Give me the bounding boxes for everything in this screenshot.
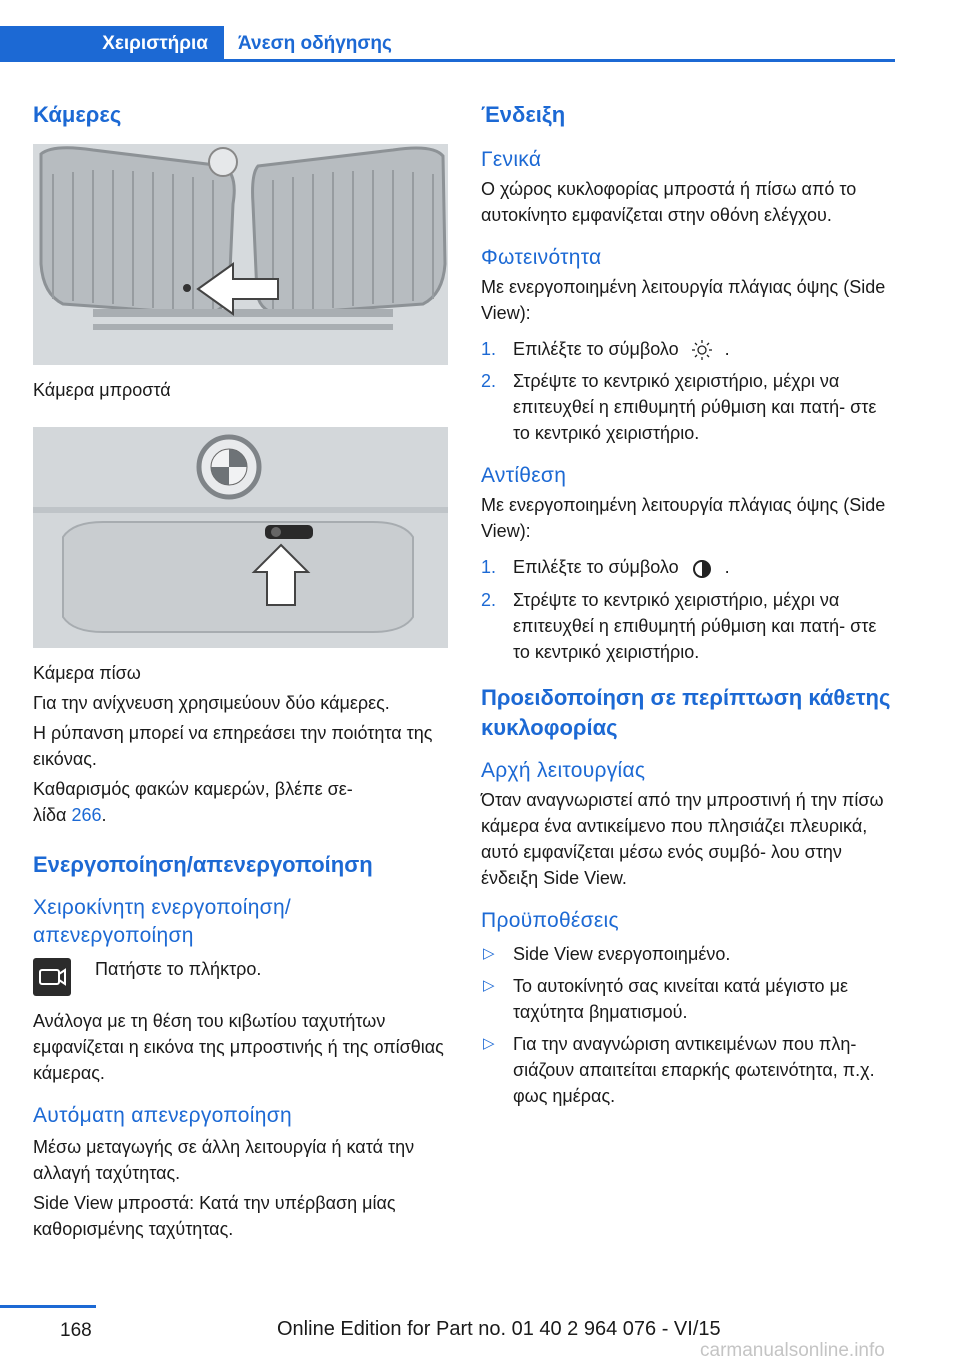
step-text: Στρέψτε το κεντρικό χειριστήριο, μέχρι να επιτευχθεί η επιθυμητή ρύθμιση και πατή- στε το κεντρικό χειριστήριο. [513,589,877,662]
camera-button-row [33,958,448,1006]
section-title-activation: Ενεργοποίηση/απενεργοποίηση [33,852,373,877]
subtitle-principle: Αρχή λειτουργίας [481,758,646,782]
list-item [481,941,896,967]
front-camera-image [33,144,448,365]
paragraph-general: Ο χώρος κυκλοφορίας μπροστά ή πίσω από το αυτοκίνητο εμφανίζεται στην οθόνη ελέγχου. [481,179,857,225]
rear-tailgate-illustration [33,427,448,648]
list-item-text: Για την αναγνώριση αντικειμένων που πλη- σιάζουν απαιτείται επαρκής φωτεινότητα, π.χ. φως ημέρας. [513,1033,875,1106]
press-button-instruction: Πατήστε το πλήκτρο. [95,959,262,979]
left-column [33,100,448,1242]
subtitle-manual-activation: Χειροκίνητη ενεργοποίηση/ απενεργοποίηση [33,896,292,947]
bullet-triangle-icon: ▷ [483,976,495,994]
section-title-cross-traffic: Προειδοποίηση σε περίπτωση κάθετης κυκλοφορίας [481,684,891,740]
contrast-steps [481,554,896,664]
section-title-display: Ένδειξη [481,102,566,127]
paragraph-principle: Όταν αναγνωριστεί από την μπροστινή ή την πίσω κάμερα ένα αντικείμενο που πλησιάζει πλευρικά, αυτό εμφανίζεται μέσω ενός συμβό- λου στην ένδειξη Side View. [481,789,884,888]
camera-button-icon [33,958,71,996]
list-item [481,1031,896,1109]
step-number: 1. [481,557,497,578]
footer-rule [0,1305,96,1308]
rear-camera-image [33,427,448,648]
watermark: carmanualsonline.info [700,1340,885,1361]
paragraph-dirt-warning: Η ρύπανση μπορεί να επηρεάσει την ποιότητα της εικόνας. [33,723,433,769]
brightness-step-2 [481,368,896,446]
step-text-end: . [724,557,730,578]
camera-symbol [33,958,71,996]
edition-info: Online Edition for Part no. 01 40 2 964 076 - VI/15 [277,1318,721,1340]
front-grille-illustration [33,144,448,365]
paragraph-contrast-intro: Με ενεργοποιημένη λειτουργία πλάγιας όψης (Side View): [481,495,886,542]
contrast-step-1 [481,554,896,580]
requirements-list [481,941,896,1109]
paragraph-lens-cleaning: Καθαρισμός φακών καμερών, βλέπε σε- λίδα 266. [33,779,353,825]
lens-cleaning-text-a: Καθαρισμός φακών καμερών, βλέπε σε- [33,779,353,799]
subtitle-brightness: Φωτεινότητα [481,246,602,269]
contrast-icon [690,557,714,581]
step-number: 2. [481,371,497,392]
step-number: 1. [481,339,497,359]
lens-cleaning-text-b: λίδα [33,805,67,825]
tab-driving-comfort[interactable]: Άνεση οδήγησης [238,33,392,54]
list-item [481,973,896,1025]
paragraph-switch-function: Μέσω μεταγωγής σε άλλη λειτουργία ή κατά την αλλαγή ταχύτητας. [33,1137,415,1183]
step-number: 2. [481,589,497,610]
subtitle-auto-deactivation: Αυτόματη απενεργοποίηση [33,1104,292,1127]
header-bar [0,26,895,62]
list-item-text: Το αυτοκίνητό σας κινείται κατά μέγιστο με ταχύτητα βηματισμού. [513,975,848,1022]
caption-rear-camera: Κάμερα πίσω [33,663,141,683]
step-text: Επιλέξτε το σύμβολο [513,557,679,578]
step-text: Επιλέξτε το σύμβολο [513,339,679,359]
subtitle-requirements: Προϋποθέσεις [481,908,619,932]
subtitle-contrast: Αντίθεση [481,464,567,488]
right-column [481,100,896,1115]
step-text-end: . [724,339,730,359]
bullet-triangle-icon: ▷ [483,944,495,962]
brightness-step-1 [481,336,896,362]
subtitle-general: Γενικά [481,148,542,171]
bullet-triangle-icon: ▷ [483,1034,495,1052]
page-link-266[interactable]: 266 [71,805,102,825]
caption-front-camera: Κάμερα μπροστά [33,380,171,400]
paragraph-gear-position: Ανάλογα με τη θέση του κιβωτίου ταχυτήτων εμφανίζεται η εικόνα της μπροστινής ή της οπίσθιας κάμερας. [33,1011,444,1083]
brightness-sun-icon [690,338,714,362]
page-number: 168 [60,1320,92,1341]
paragraph-sideview-speed: Side View μπροστά: Κατά την υπέρβαση μίας καθορισμένης ταχύτητας. [33,1193,396,1239]
header-rule [224,59,895,62]
paragraph-two-cameras: Για την ανίχνευση χρησιμεύουν δύο κάμερες. [33,693,390,713]
tab-controls[interactable]: Χειριστήρια [0,26,224,62]
section-title-cameras: Κάμερες [33,102,122,127]
list-item-text: Side View ενεργοποιημένο. [513,943,731,964]
paragraph-brightness-intro: Με ενεργοποιημένη λειτουργία πλάγιας όψης (Side View): [481,277,886,323]
brightness-steps [481,336,896,446]
step-text: Στρέψτε το κεντρικό χειριστήριο, μέχρι να επιτευχθεί η επιθυμητή ρύθμιση και πατή- στε το κεντρικό χειριστήριο. [513,371,877,444]
contrast-step-2 [481,587,896,665]
